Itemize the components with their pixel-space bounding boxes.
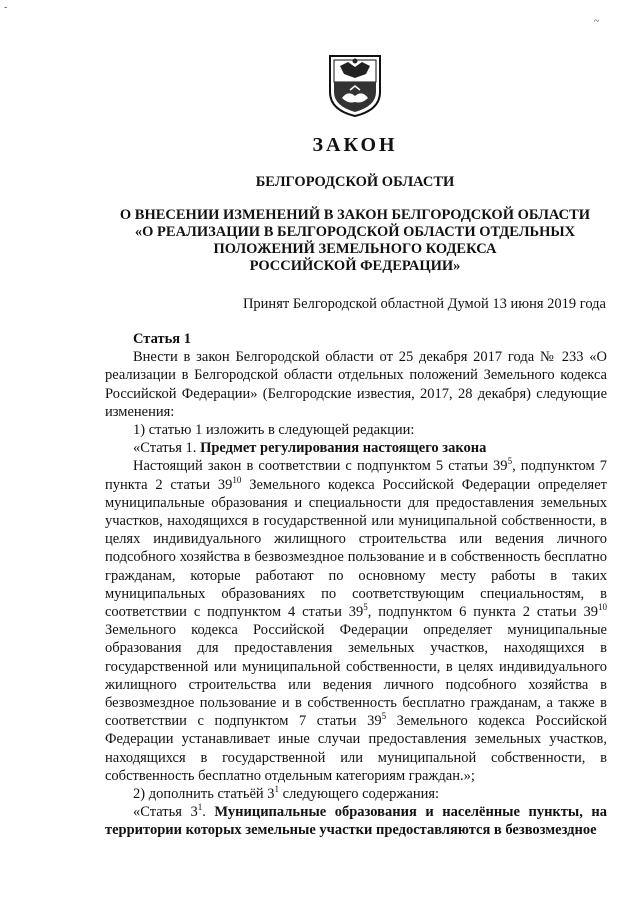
superscript: 5 bbox=[363, 602, 368, 613]
paragraph-item-1: 1) статью 1 изложить в следующей редакции: bbox=[133, 422, 415, 439]
text-run: следующего содержания: bbox=[279, 786, 440, 803]
document-title: ЗАКОН bbox=[312, 134, 398, 156]
text-run: . bbox=[202, 804, 215, 821]
subtitle-line: РОССИЙСКОЙ ФЕДЕРАЦИИ» bbox=[249, 258, 461, 274]
text-run: Земельного кодекса Российской Федерации устанавливает иные случаи предоставления земельных участков, находящихся в государственной или муниципальной собственности, в собственность бесплатно отдельным категориям граждан.»; bbox=[105, 713, 607, 784]
superscript: 10 bbox=[597, 602, 607, 613]
superscript: 5 bbox=[381, 711, 387, 722]
subtitle-line: О ВНЕСЕНИИ ИЗМЕНЕНИЙ В ЗАКОН БЕЛГОРОДСКОЙ ОБЛАСТИ bbox=[119, 207, 591, 223]
scan-mark: - bbox=[4, 2, 8, 13]
article-1-prefix: «Статья 1. bbox=[133, 440, 201, 457]
document-region: БЕЛГОРОДСКОЙ ОБЛАСТИ bbox=[255, 174, 455, 190]
superscript: 10 bbox=[232, 474, 242, 485]
paragraph-intro: Внести в закон Белгородской области от 25 декабря 2017 года № 233 «О реализации в Белгородской области отдельных положений Земельного кодекса Российской Федерации» (Белгородские известия, 2017, 28 декабря) следующие изменения: bbox=[105, 349, 607, 420]
paragraph-item-2 bbox=[105, 785, 607, 803]
text-run: , подпунктом 6 пункта 2 статьи 39 bbox=[367, 604, 598, 621]
paragraph-article-3-1 bbox=[105, 803, 607, 839]
belgorod-coat-of-arms-icon bbox=[326, 52, 384, 118]
superscript: 1 bbox=[197, 802, 203, 813]
article-3-1-prefix: «Статья 3 bbox=[133, 804, 198, 821]
text-run: , подпунктом 7 пункта 2 статьи 39 bbox=[105, 458, 607, 493]
adoption-date: Принят Белгородской областной Думой 13 июня 2019 года bbox=[242, 296, 606, 312]
document-body bbox=[105, 322, 607, 840]
subtitle-line: ПОЛОЖЕНИЙ ЗЕМЕЛЬНОГО КОДЕКСА bbox=[213, 241, 497, 257]
text-run: Земельного кодекса Российской Федерации определяет муниципальные образования и специальности для предоставления земельных участков, находящихся в государственной или муниципальной собственности, в целях индивидуального жилищного строительства или ведения личного подсобного хозяйства в безвозмездное пользование и в собственность бесплатно гражданам, которые работают по основному месту работы в таких муниципальных образованиях по соответствующим специальностям, в соответствии с подпунктом 4 статьи 39 bbox=[105, 476, 607, 621]
text-run: 2) дополнить статьёй 3 bbox=[133, 786, 275, 803]
text-run: Настоящий закон в соответствии с подпунктом 5 статьи 39 bbox=[133, 458, 508, 475]
subtitle-line: «О РЕАЛИЗАЦИИ В БЕЛГОРОДСКОЙ ОБЛАСТИ ОТДЕЛЬНЫХ bbox=[134, 224, 576, 240]
superscript: 1 bbox=[274, 784, 280, 795]
article-1-title: Предмет регулирования настоящего закона bbox=[200, 440, 487, 457]
paragraph-article-1-body bbox=[105, 457, 607, 785]
article-3-1-title: Муниципальные образования и населённые пункты, на территории которых земельные участки предоставляются в безвозмездное bbox=[105, 804, 607, 839]
paragraph-article-1-title bbox=[105, 439, 607, 457]
scan-mark: ~ bbox=[594, 16, 600, 27]
document-subtitle bbox=[0, 207, 640, 275]
text-run: Земельного кодекса Российской Федерации определяет муниципальные образования для предоставления земельных участков, находящихся в государственной или муниципальной собственности, в целях индивидуального жилищного строительства или ведения личного подсобного хозяйства в безвозмездное пользование и в собственность бесплатно гражданам, а также в соответствии с подпунктом 7 статьи 39 bbox=[105, 622, 607, 730]
superscript: 5 bbox=[507, 456, 513, 467]
article-heading: Статья 1 bbox=[133, 331, 191, 347]
